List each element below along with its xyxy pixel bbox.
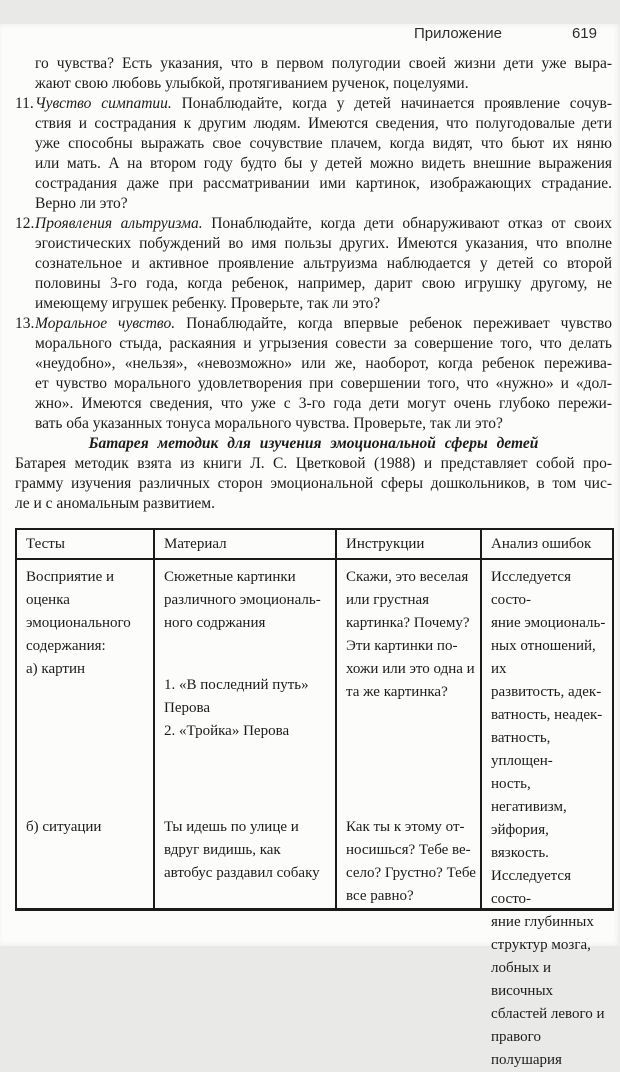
column-header-instructions: Инструкции (336, 529, 481, 559)
list-item-12 (15, 214, 612, 314)
table-body-row (16, 559, 613, 910)
column-header-tests: Тесты (16, 529, 154, 559)
item-first-line (35, 214, 612, 234)
instructions-block-situation: Как ты к этому от- носишься? Тебе ве- село? Грустно? Тебе все равно? (346, 819, 476, 904)
material-block-list: 1. «В последний путь» Перова 2. «Тройка» Перова (164, 677, 309, 739)
item-number: 13. (15, 315, 35, 332)
list-item-13 (15, 314, 612, 434)
cell-analysis (481, 559, 613, 1068)
section-paragraph: Батарея методик взята из книги Л. С. Цветковой (1988) и представляет собой про- грамму изучения различных сторон эмоциональной сферы дошкольников, в том чис- ле и с аномальным развитием. (15, 455, 612, 512)
list-item-11 (15, 94, 612, 214)
column-header-analysis: Анализ ошибок (481, 529, 613, 559)
item-number: 11. (15, 95, 34, 112)
item-body-lines: ствия и сострадания к другим людям. Имеются сведения, что полугодовалые дети уже способны выражать свое сочувствие плачем, когда видят, что бьют их няню или мать. А на втором году будто бы у детей можно видеть внешние выражения сострадания даже при рассматривании ими картинок, изображающих страдание. Верно ли это? (35, 115, 612, 212)
book-page (0, 24, 620, 1068)
material-block-situation: Ты идешь по улице и вдруг видишь, как автобус раздавил собаку (164, 819, 320, 881)
page-number: 619 (571, 25, 597, 42)
item-first-line-rest: Понаблюдайте, когда дети обнаруживают отказ от своих (211, 215, 613, 232)
item-lead: Проявления альтруизма. (35, 215, 203, 232)
analysis-block: Исследуется состо- яние эмоциональ- ных отношений, их развитость, адек- ватность, неадек- ватность, уплощен- ность, негативизм, эйфория, вязкость. Исследуется состо- яние глубинных структур мозга, лобных и височных сбластей левого и правого полушария (491, 569, 606, 1068)
cell-material (154, 559, 336, 910)
cell-instructions (336, 559, 481, 910)
item-first-line-rest: Понаблюдайте, когда впервые ребенок переживает чувство (186, 315, 613, 332)
item-first-line-rest: Понаблюдайте, когда у детей начинается проявление сочув- (181, 95, 613, 112)
item-lead: Моральное чувство. (35, 315, 176, 332)
section-heading: Батарея методик для изучения эмоциональной сферы детей (88, 435, 539, 452)
material-block-pictures: Сюжетные картинки различного эмоциональ- ного содржания (164, 569, 321, 631)
item-body-lines: морального стыда, раскаяния и угрызения совести за совершение того, что делать «неудобно», «нельзя», «невозможно» или же, наоборот, когда ребенок пережива- ет чувство морального удовлетворения при совершении того, что «нужно» и «дол- жно». Имеются сведения, что уже с 3-го года дети могут очень глубоко пережи- вать оба указанных тонуса морального чувства. Проверьте, так ли это? (35, 335, 612, 432)
item-number: 12. (15, 215, 35, 232)
cell-tests (16, 559, 154, 910)
table-header-row (16, 529, 613, 559)
running-head-label: Приложение (413, 25, 502, 42)
intro-paragraph: го чувства? Есть указания, что в первом полугодии своей жизни дети уже выра- жают свою любовь улыбкой, протягиванием рученок, поцелуями. (35, 55, 612, 92)
methods-table (15, 528, 614, 1068)
running-head (0, 24, 597, 44)
numbered-list (15, 94, 612, 434)
item-first-line (35, 94, 612, 114)
item-lead: Чувство симпатии. (35, 95, 172, 112)
column-header-material: Материал (154, 529, 336, 559)
tests-block-perception: Восприятие и оценка эмоционального содержания: а) картин (26, 569, 131, 677)
item-first-line (35, 314, 612, 334)
item-body-lines: эгоистических побуждений во имя пользы других. Имеются указания, что вполне сознательное и активное проявление альтруизма наблюдается у детей со второй половины 3-го года, когда ребенок, например, дарит свою игрушку другому, не имеющему игрушек ребенку. Проверьте, так ли это? (35, 235, 612, 312)
instructions-block-pictures: Скажи, это веселая или грустная картинка? Почему? Эти картинки по- хожи или это одна и та же картинка? (346, 569, 475, 700)
tests-block-situations: б) ситуации (26, 819, 102, 835)
